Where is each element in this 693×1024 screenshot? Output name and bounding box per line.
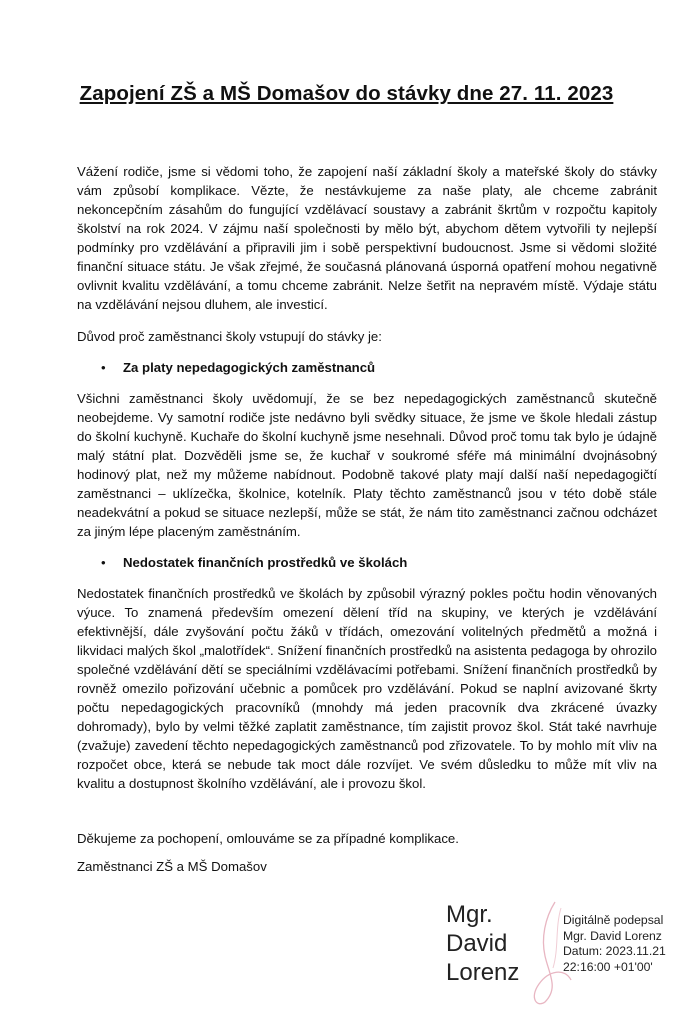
signature-info-line: Datum: 2023.11.21 <box>563 944 666 958</box>
reason-paragraph: Důvod proč zaměstnanci školy vstupují do stávky je: <box>77 329 382 344</box>
bullet-label: Nedostatek finančních prostředků ve školách <box>123 555 408 570</box>
intro-paragraph: Vážení rodiče, jsme si vědomi toho, že zapojení naší základní školy a mateřské školy do stávky vám způsobí komplikace. Vězte, že nestávkujeme za naše platy, ale chceme zabránit nekoncepčním zásahům do fungující vzdělávací soustavy a zabránit škrtům v rozpočtu kapitoly školství na rok 2024. V zájmu naší společnosti by mělo být, abychom dětem vytvořili ty nejlepší podmínky pro vzdělávání a připravili jim i sobě perspektivní budoucnost. Jsme si vědomi složité finanční situace státu. Je však zřejmé, že současná plánovaná úsporná opatření mohou negativně ovlivnit kvalitu vzdělávání, a tomu chceme zabránit. Nelze šetřit na nepravém místě. Výdaje státu na vzdělávání nejsou dluhem, ale investicí. <box>77 164 657 312</box>
bullet-icon: • <box>101 360 106 375</box>
digital-signature-info <box>563 913 666 975</box>
bullet-label: Za platy nepedagogických zaměstnanců <box>123 360 376 375</box>
document-body <box>77 162 657 876</box>
staff-paragraph: Všichni zaměstnanci školy uvědomují, že se bez nepedagogických zaměstnanců skutečně neobejdeme. Vy samotní rodiče jste nedávno byli svědky situace, že jsme ve škole hledali zástup do školní kuchyně. Kuchaře do školní kuchyně jsme nesehnali. Důvod proč tomu tak bylo je údajně malý státní plat. Dozvěděli jsme se, že kuchař v soukromé sféře má minimální dvojnásobný hodinový plat, než my můžeme nabídnout. Podobně takové platy mají další naší nepedagogičtí zaměstnanci – uklízečka, školnice, kotelník. Platy těchto zaměstnanců jsou v této době stále neadekvátní a pokud se situace nezlepší, může se stát, že nám tito zaměstnanci začnou odcházet za jiným lépe placeným zaměstnáním. <box>77 391 657 539</box>
closing-line: Zaměstnanci ZŠ a MŠ Domašov <box>77 859 267 874</box>
signature-name <box>446 900 519 987</box>
document-title: Zapojení ZŠ a MŠ Domašov do stávky dne 27. 11. 2023 <box>79 82 614 105</box>
signature-name-line: Lorenz <box>446 959 520 986</box>
signature-name-line: David <box>446 930 508 957</box>
bullet-staff-salaries <box>77 358 657 377</box>
signature-info-line: 22:16:00 +01'00' <box>563 959 653 974</box>
bullet-icon: • <box>101 555 106 570</box>
signature-info-line: Digitálně podepsal <box>563 913 664 927</box>
funds-paragraph: Nedostatek finančních prostředků ve školách by způsobil výrazný pokles počtu hodin věnovaných výuce. To znamená především omezení dělení tříd na skupiny, ve kterých je vzdělávání efektivnější, dále zvyšování počtu žáků v třídách, omezování volitelných předmětů a možná i likvidaci malých škol „malotřídek“. Snížení finančních prostředků na asistenta pedagoga by ohrozilo společné vzdělávání dětí se speciálními vzdělávacími potřebami. Snížení finančních prostředků by rovněž omezilo pořizování učebnic a pomůcek pro vzdělávání. Pokud se naplní avizované škrty počtu nepedagogických pracovníků (mnohdy má jeden pracovník dva zkrácené úvazky dohromady), bylo by velmi těžké zaplatit zaměstnance, tím zajistit provoz škol. Stát také navrhuje (zvažuje) zavedení těchto nepedagogických zaměstnanců pod zřizovatele. To by mohlo mít vliv na rozpočet obce, která se nebude tak moct dále rozvíjet. Ve svém důsledku to může mít vliv na kvalitu a dostupnost školního vzdělávání, ale i provozu škol. <box>77 586 657 791</box>
signature-info-line: Mgr. David Lorenz <box>563 928 662 943</box>
thanks-paragraph: Děkujeme za pochopení, omlouváme se za případné komplikace. <box>77 831 459 846</box>
bullet-lack-of-funds <box>77 553 657 572</box>
signature-name-line: Mgr. <box>446 901 493 928</box>
